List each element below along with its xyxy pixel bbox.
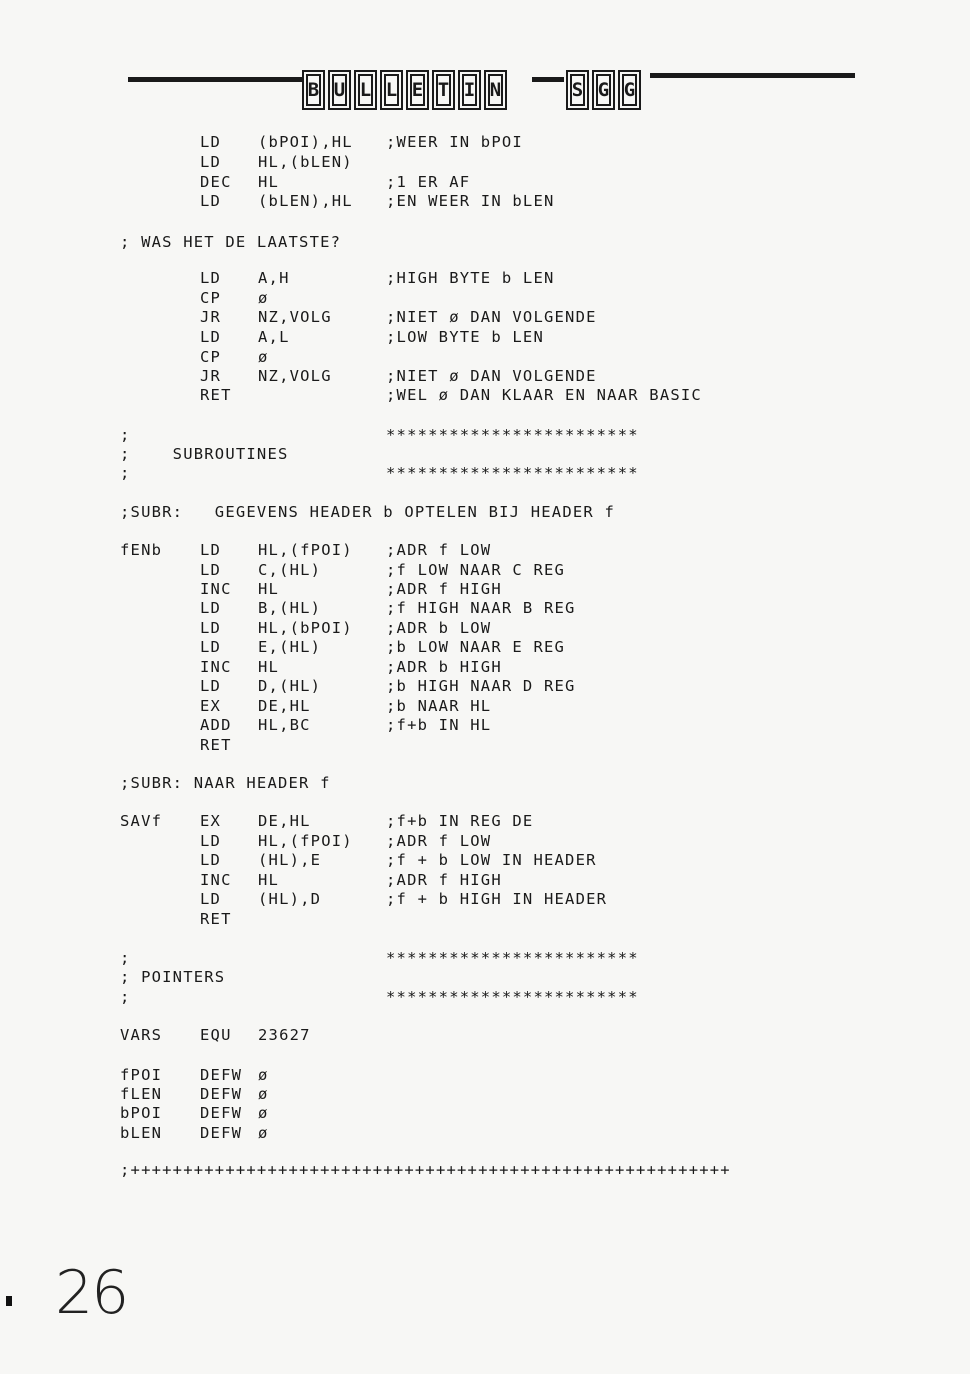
bulletin-title	[302, 70, 507, 110]
margin-mark	[6, 1296, 12, 1306]
title-letter: T	[432, 70, 455, 110]
header-rule	[650, 73, 855, 78]
sgg-title	[566, 70, 641, 110]
title-letter: G	[592, 70, 615, 110]
title-letter: G	[618, 70, 641, 110]
page-number: 26	[55, 1258, 128, 1328]
title-letter: S	[566, 70, 589, 110]
title-letter: L	[354, 70, 377, 110]
header-rule	[128, 77, 302, 82]
title-letter: I	[458, 70, 481, 110]
title-letter: N	[484, 70, 507, 110]
title-letter: U	[328, 70, 351, 110]
header-rule	[532, 77, 564, 82]
document-page: B U L L E T I N S G G LD (bPOI),HL ;WEER IN bPOI LD HL,(bLEN) DEC HL ;1 ER AF LD (bLEN),HL ;EN WEER IN bLEN ; WAS HET DE LAATSTE? LD A,H ;HIGH BYTE b LEN CP ø JR NZ,VOLG ;NIET ø DAN VOLGENDE LD A,L ;LOW BYTE b LEN CP ø JR NZ,VOLG ;NIET ø DAN VOLGENDE RET ;WEL ø DAN KLAAR EN NAAR BASIC ; ************************ ; SUBROUTINES ; ************************ ;SUBR: GEGEVENS HEADER b OPTELEN BIJ HEADER f fENb LD HL,(fPOI) ;ADR f LOW LD C,(HL) ;f LOW NAAR C REG INC HL ;ADR f HIGH LD B,(HL) ;f HIGH NAAR B REG LD HL,(bPOI) ;ADR b LOW LD E,(HL) ;b LOW NAAR E REG INC HL ;ADR b HIGH LD D,(HL) ;b HIGH NAAR D REG EX DE,HL ;b NAAR HL ADD HL,BC ;f+b IN HL RET ;SUBR: NAAR HEADER f SAVf EX DE,HL ;f+b IN REG DE LD HL,(fPOI) ;ADR f LOW LD (HL),E ;f + b LOW IN HEADER INC HL ;ADR f HIGH LD (HL),D ;f + b HIGH IN HEADER RET ; ************************ ; POINTERS ; ************************ VARS EQU 23627 fPOI DEFW ø fLEN DEFW ø bPOI DEFW ø bLEN DEFW ø ;+++++++++++++++++++++++++++++++++++++++++++++++++++++++++ 26	[0, 0, 970, 1374]
title-letter: L	[380, 70, 403, 110]
title-letter: B	[302, 70, 325, 110]
title-letter: E	[406, 70, 429, 110]
